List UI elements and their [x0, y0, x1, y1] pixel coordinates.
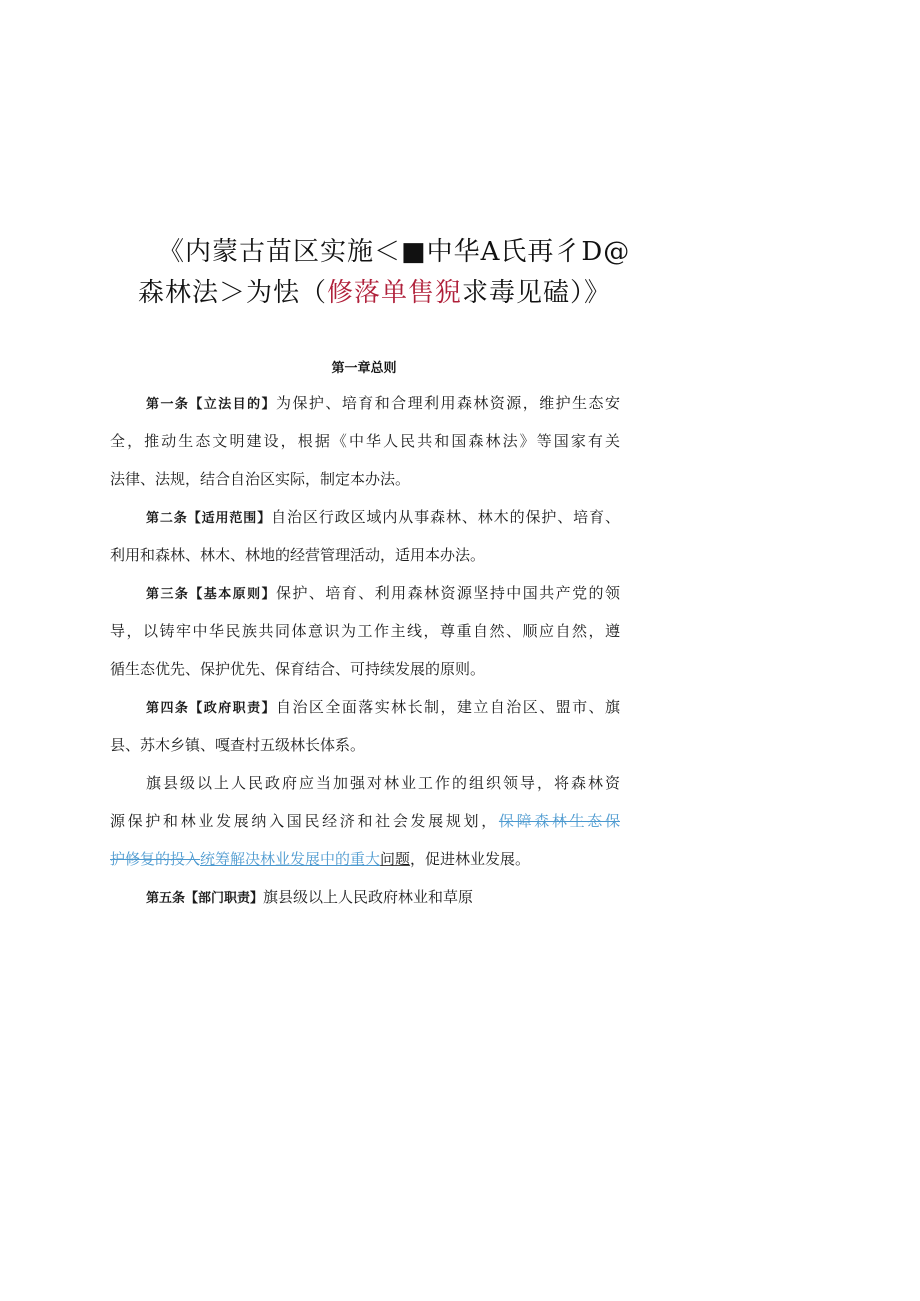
article-5-line-1: 第五条【部门职责】旗县级以上人民政府林业和草原 — [146, 888, 474, 906]
article-label: 第五条【部门职责】 — [146, 891, 264, 906]
article-4-line-2: 县、苏木乡镇、嘎查村五级林长体系。 — [110, 736, 366, 754]
article-2-line-1: 第二条【适用范围】自治区行政区域内从事森林、林木的保护、培育、 — [146, 508, 620, 526]
inserted-text: 统筹解决林业发展中的重大 — [200, 850, 381, 868]
article-3-line-3: 循生态优先、保护优先、保育结合、可持续发展的原则。 — [110, 660, 486, 678]
paragraph-line-1: 旗县级以上人民政府应当加强对林业工作的组织领导，将森林资 — [146, 774, 620, 792]
document-title-line-1: 《内蒙古苗区实施＜■中华A氏再彳D@ — [158, 237, 631, 267]
article-1-line-3: 法律、法规，结合自治区实际，制定本办法。 — [110, 470, 411, 488]
marked-text: 问题 — [380, 850, 411, 868]
deleted-text: 保障森林生态保 — [498, 812, 620, 830]
article-1-line-1: 第一条【立法目的】为保护、培育和合理利用森林资源，维护生态安 — [146, 394, 620, 412]
article-4-line-1: 第四条【政府职责】自治区全面落实林长制，建立自治区、盟市、旗 — [146, 698, 620, 716]
article-label: 第三条【基本原则】 — [146, 587, 277, 602]
document-title-line-2: 森林法＞为怯（修落单售猊求毒见磕）》 — [138, 278, 612, 308]
article-3-line-2: 导，以铸牢中华民族共同体意识为工作主线，尊重自然、顺应自然，遵 — [110, 622, 620, 640]
article-label: 第一条【立法目的】 — [146, 397, 277, 412]
article-3-line-1: 第三条【基本原则】保护、培育、利用森林资源坚持中国共产党的领 — [146, 584, 620, 602]
chapter-heading: 第一章总则 — [331, 361, 397, 376]
article-label: 第四条【政府职责】 — [146, 701, 277, 716]
article-1-line-2: 全，推动生态文明建设，根据《中华人民共和国森林法》等国家有关 — [110, 432, 620, 450]
paragraph-line-3: 护修复的投入统筹解决林业发展中的重大问题，促进林业发展。 — [110, 850, 531, 868]
deleted-text: 护修复的投入 — [110, 850, 201, 868]
article-2-line-2: 利用和森林、林木、林地的经营管理活动，适用本办法。 — [110, 546, 486, 564]
paragraph-line-2: 源保护和林业发展纳入国民经济和社会发展规划，保障森林生态保 — [110, 812, 620, 830]
article-label: 第二条【适用范围】 — [146, 511, 272, 526]
red-title-text: 修落单售猊 — [327, 278, 463, 308]
